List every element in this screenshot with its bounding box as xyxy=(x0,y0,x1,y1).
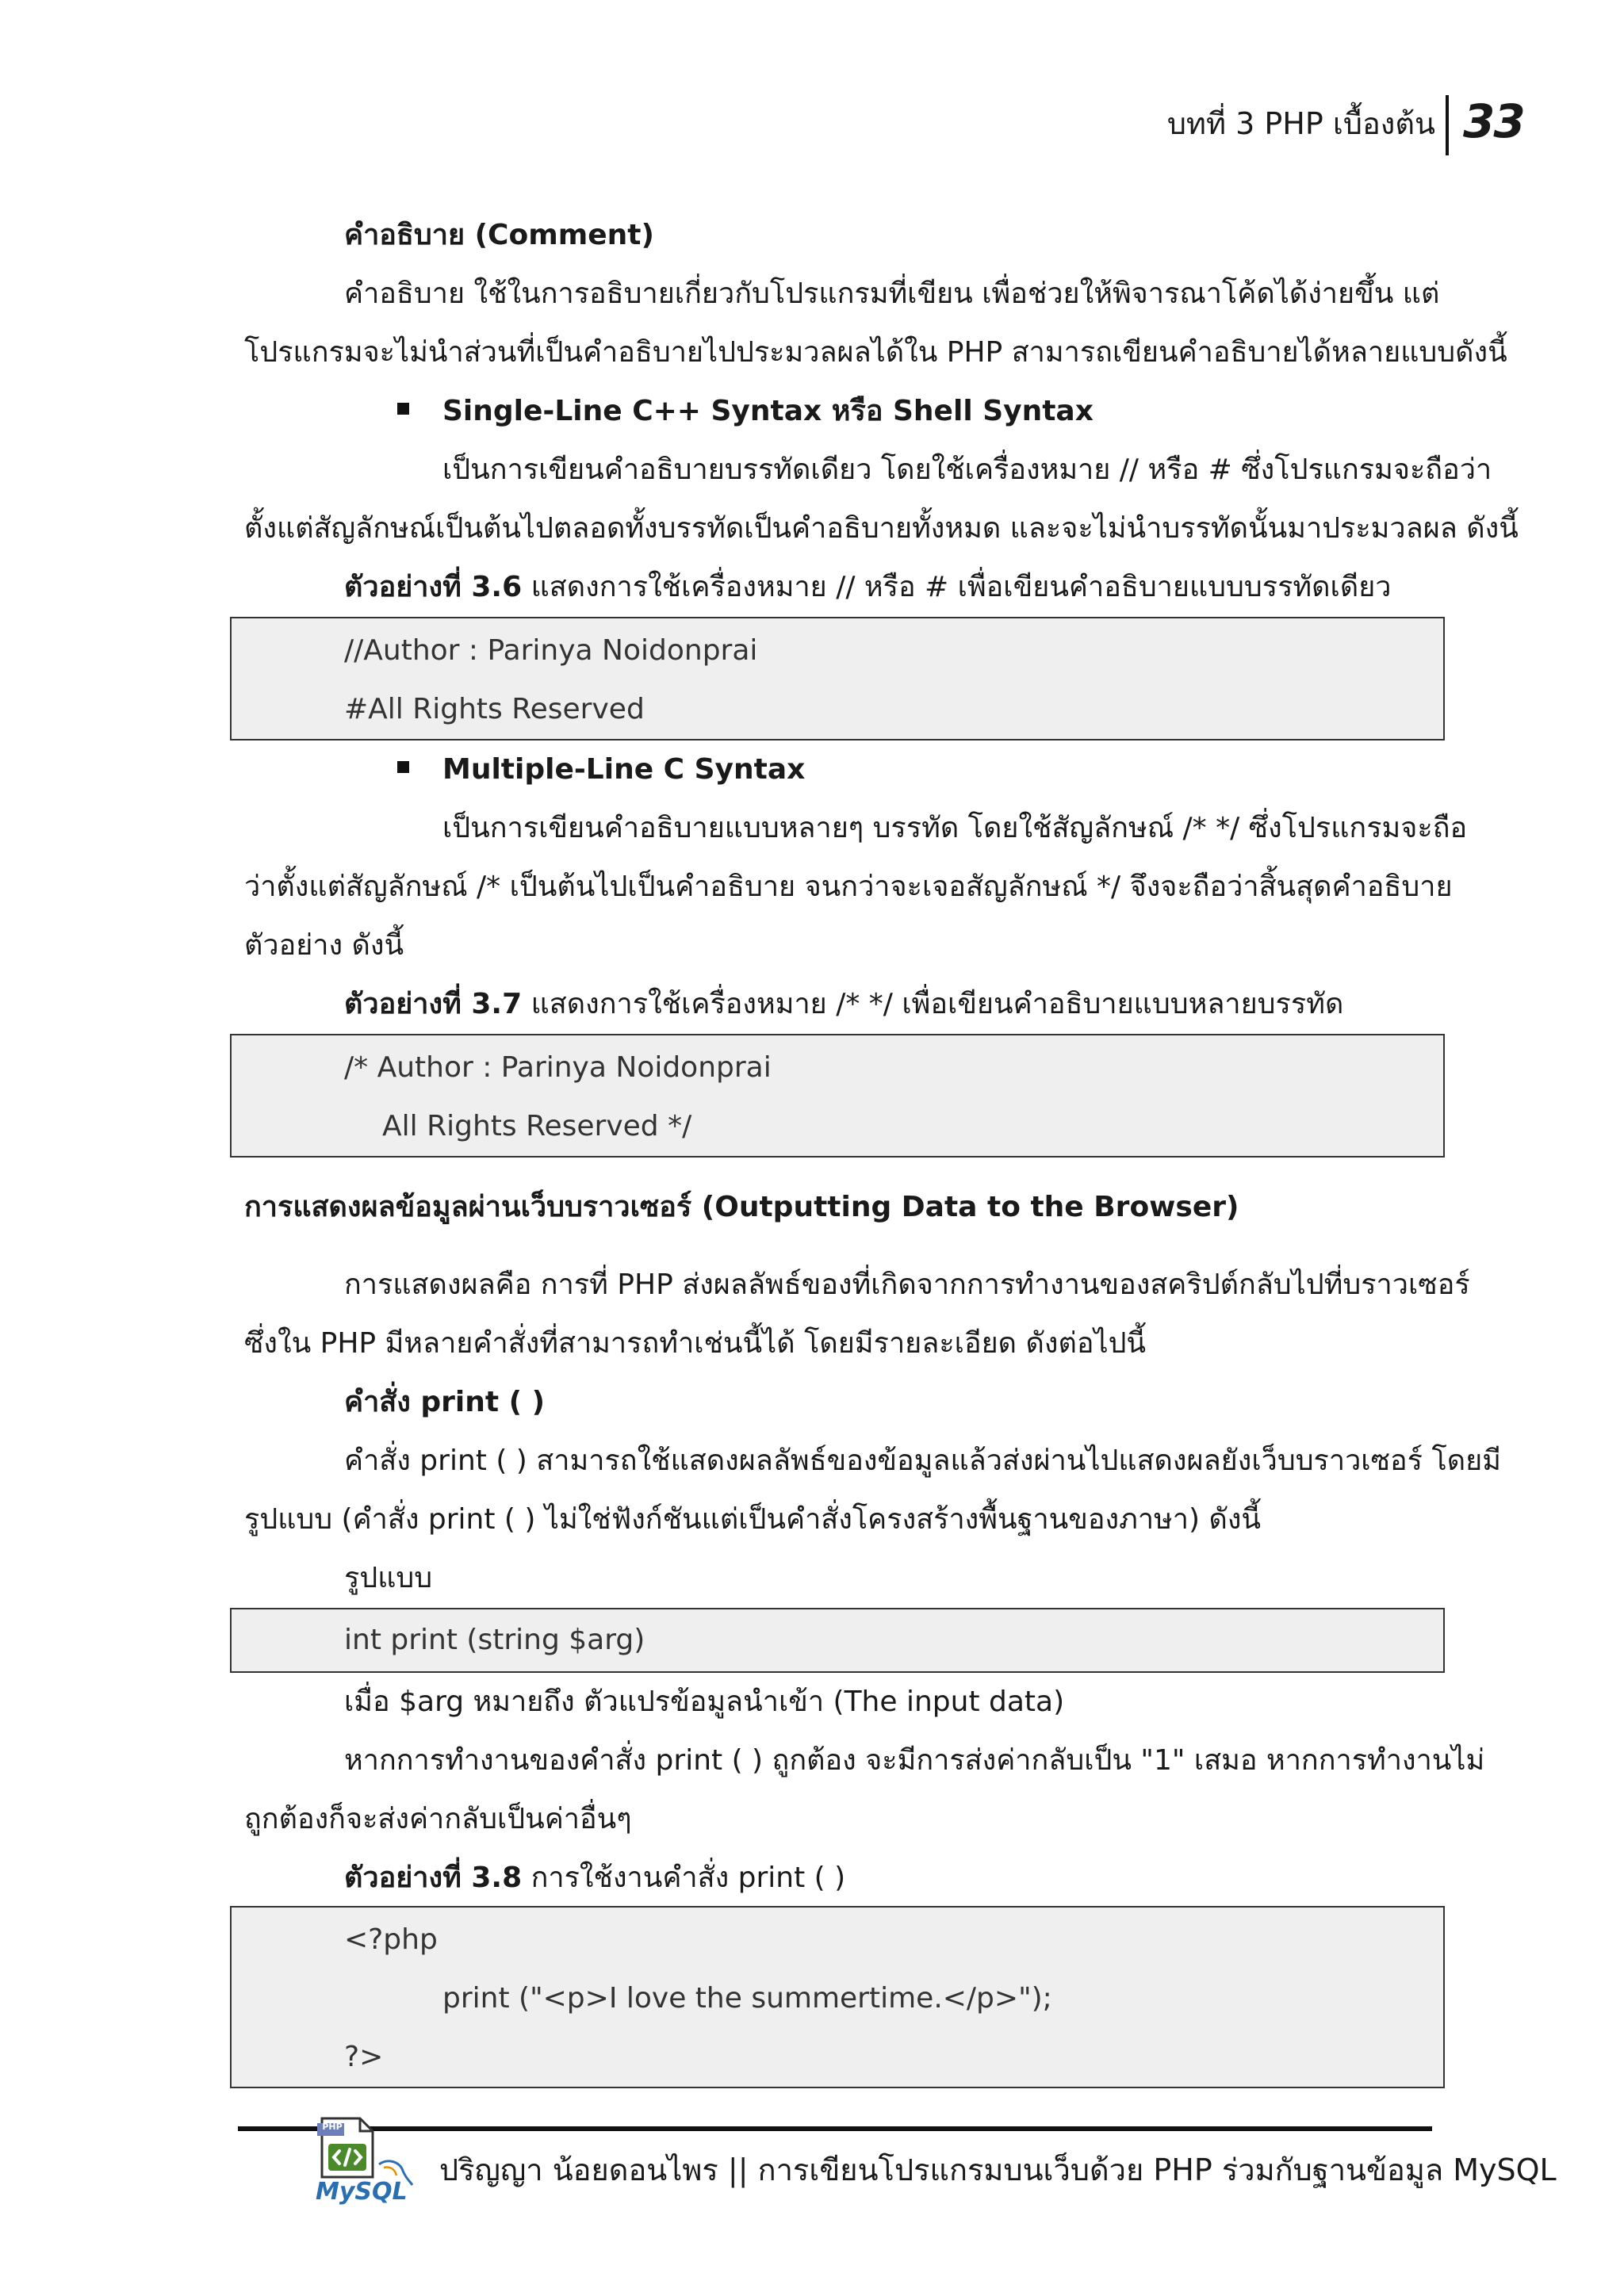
footer-text: ปริญญา น้อยดอนไพร || การเขียนโปรแกรมบนเว็บด้วย PHP ร่วมกับฐานข้อมูล MySQL xyxy=(439,2152,1557,2187)
single-line-desc-line-1: เป็นการเขียนคำอธิบายบรรทัดเดียว โดยใช้เครื่องหมาย // หรือ # ซึ่งโปรแกรมจะถือว่า xyxy=(442,453,1492,486)
output-heading: การแสดงผลข้อมูลผ่านเว็บบราวเซอร์ (Outputting Data to the Browser) xyxy=(244,1191,1239,1223)
code-line: /* Author : Parinya Noidonprai xyxy=(344,1051,772,1084)
code-line: ?> xyxy=(344,2041,384,2073)
example-label: ตัวอย่างที่ 3.6 xyxy=(344,571,523,603)
print-heading: คำสั่ง print ( ) xyxy=(344,1386,546,1418)
comment-paragraph-line-1: คำอธิบาย ใช้ในการอธิบายเกี่ยวกับโปรแกรมที่เขียน เพื่อช่วยให้พิจารณาโค้ดได้ง่ายขึ้น แต่ xyxy=(344,277,1440,310)
bullet-single-line-label: Single-Line C++ Syntax หรือ Shell Syntax xyxy=(442,395,1094,427)
print-paragraph-line-2: รูปแบบ (คำสั่ง print ( ) ไม่ใช่ฟังก์ชันแต่เป็นคำสั่งโครงสร้างพื้นฐานของภาษา) ดังนี้ xyxy=(244,1503,1262,1536)
example-caption-text: แสดงการใช้เครื่องหมาย /* */ เพื่อเขียนคำอธิบายแบบหลายบรรทัด xyxy=(522,988,1344,1020)
code-box-example-3-8 xyxy=(230,1906,1445,2088)
example-3-6-caption xyxy=(344,568,1392,607)
code-line: //Author : Parinya Noidonprai xyxy=(344,634,758,667)
output-paragraph-line-1: การแสดงผลคือ การที่ PHP ส่งผลลัพธ์ของที่เกิดจากการทำงานของสคริปต์กลับไปที่บราวเซอร์ xyxy=(344,1269,1470,1301)
print-paragraph-line-1: คำสั่ง print ( ) สามารถใช้แสดงผลลัพธ์ของข้อมูลแล้วส่งผ่านไปแสดงผลยังเว็บบราวเซอร์ โดยมี xyxy=(344,1445,1501,1477)
where-line: เมื่อ $arg หมายถึง ตัวแปรข้อมูลนำเข้า (The input data) xyxy=(344,1686,1065,1718)
example-3-7-caption xyxy=(344,985,1343,1024)
comment-paragraph-line-2: โปรแกรมจะไม่นำส่วนที่เป็นคำอธิบายไปประมวลผลได้ใน PHP สามารถเขียนคำอธิบายได้หลายแบบดังนี้ xyxy=(244,336,1507,369)
php-mysql-logo-icon xyxy=(311,2112,422,2207)
single-line-desc-line-2: ตั้งแต่สัญลักษณ์เป็นต้นไปตลอดทั้งบรรทัดเป็นคำอธิบายทั้งหมด และจะไม่นำบรรทัดนั้นมาประมวลผล ดังนี้ xyxy=(244,512,1519,545)
page-number: 33 xyxy=(1463,94,1524,148)
header-divider xyxy=(1446,95,1449,155)
multi-line-desc-line-2: ว่าตั้งแต่สัญลักษณ์ /* เป็นต้นไปเป็นคำอธิบาย จนกว่าจะเจอสัญลักษณ์ */ จึงจะถือว่าสิ้นสุดคำอธิบาย xyxy=(244,871,1453,903)
logo-mysql-text: MySQL xyxy=(316,2178,408,2206)
logo-php-text: PHP xyxy=(322,2122,343,2132)
code-box-syntax xyxy=(230,1608,1445,1673)
code-box-example-3-6 xyxy=(230,617,1445,740)
example-caption-text: การใช้งานคำสั่ง print ( ) xyxy=(522,1862,846,1894)
return-paragraph-line-2: ถูกต้องก็จะส่งค่ากลับเป็นค่าอื่นๆ xyxy=(244,1803,632,1835)
code-line: print ("<p>I love the summertime.</p>"); xyxy=(442,1982,1052,2015)
multi-line-desc-line-3: ตัวอย่าง ดังนี้ xyxy=(244,929,404,962)
code-line: <?php xyxy=(344,1923,438,1956)
bullet-square-icon xyxy=(397,761,409,773)
format-label: รูปแบบ xyxy=(344,1562,433,1594)
chapter-title: บทที่ 3 PHP เบื้องต้น xyxy=(1166,106,1435,141)
code-line: int print (string $arg) xyxy=(344,1624,645,1656)
code-line: #All Rights Reserved xyxy=(344,693,645,725)
comment-heading: คำอธิบาย (Comment) xyxy=(344,219,654,251)
example-3-8-caption xyxy=(344,1858,845,1898)
code-line: All Rights Reserved */ xyxy=(382,1110,692,1142)
example-label: ตัวอย่างที่ 3.8 xyxy=(344,1862,523,1894)
multi-line-desc-line-1: เป็นการเขียนคำอธิบายแบบหลายๆ บรรทัด โดยใช้สัญลักษณ์ /* */ ซึ่งโปรแกรมจะถือ xyxy=(442,812,1468,844)
bullet-multi-line-label: Multiple-Line C Syntax xyxy=(442,753,806,786)
return-paragraph-line-1: หากการทำงานของคำสั่ง print ( ) ถูกต้อง จะมีการส่งค่ากลับเป็น "1" เสมอ หากการทำงานไม่ xyxy=(344,1744,1485,1777)
bullet-square-icon xyxy=(397,403,409,415)
example-label: ตัวอย่างที่ 3.7 xyxy=(344,988,523,1020)
output-paragraph-line-2: ซึ่งใน PHP มีหลายคำสั่งที่สามารถทำเช่นนี้ได้ โดยมีรายละเอียด ดังต่อไปนี้ xyxy=(244,1327,1147,1360)
example-caption-text: แสดงการใช้เครื่องหมาย // หรือ # เพื่อเขียนคำอธิบายแบบบรรทัดเดียว xyxy=(522,571,1392,603)
code-box-example-3-7 xyxy=(230,1034,1445,1158)
